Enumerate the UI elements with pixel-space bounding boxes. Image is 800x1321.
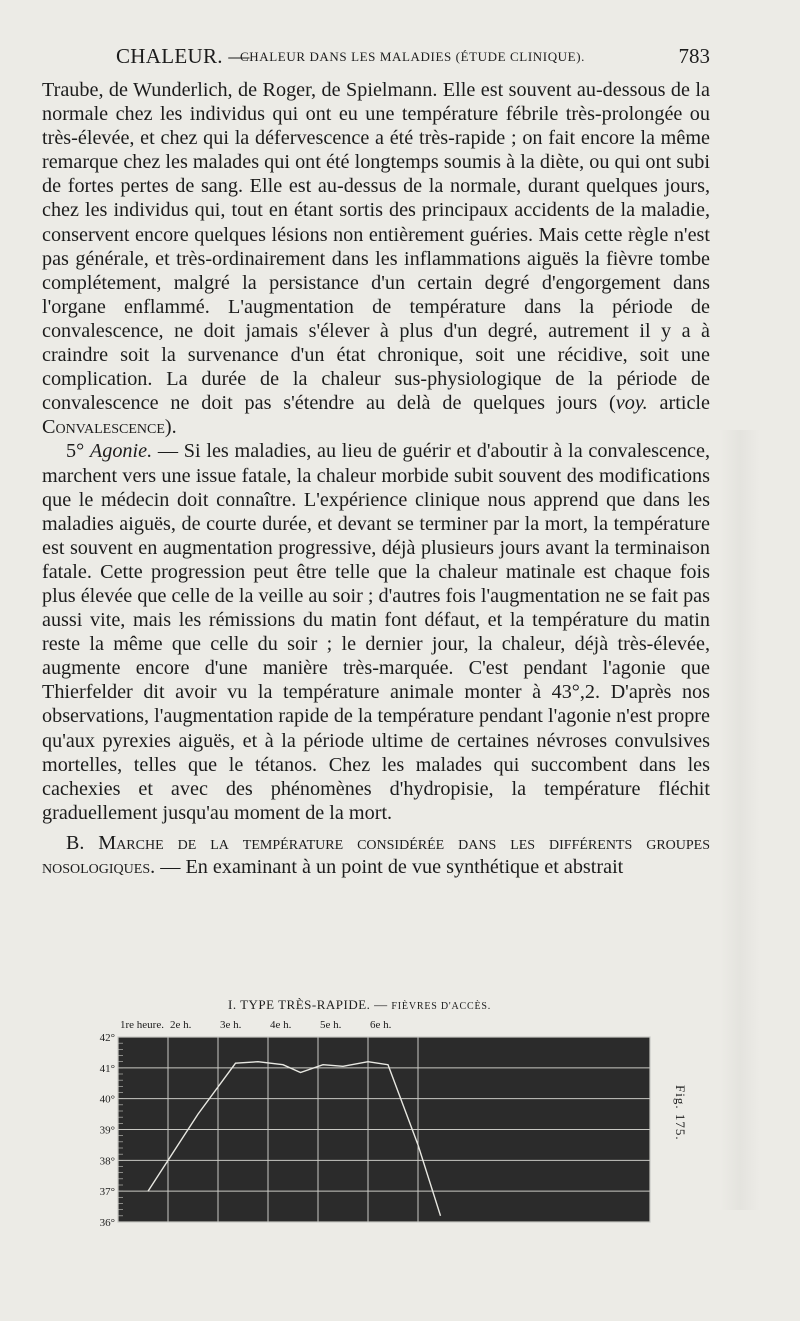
paragraph-agonie: 5° Agonie. — Si les maladies, au lieu de guérir et d'aboutir à la convalescence, marchent vers une issue fatale, la chaleur morbide subit souvent des modifications que le médecin doit connaître. L'expérience clinique nous apprend que dans les maladies aiguës, de courte durée, et devant se terminer par la mort, la température est souvent en augmentation progressive, déjà plusieurs jours avant la terminaison fatale. Cette progression peut être telle que la chaleur matinale est chaque fois plus élevée que celle de la veille au soir ; d'autres fois l'augmentation ne se fait pas aussi vite, mais les rémissions du matin font défaut, et la température du matin reste la même que celle du soir ; le dernier jour, la chaleur, déjà très-élevée, augmente encore d'une manière très-marquée. C'est pendant l'agonie que Thierfelder dit avoir vu la température animale monter à 43°,2. D'après nos observations, l'augmentation rapide de la température pendant l'agonie n'est propre qu'aux pyrexies aiguës, et à la période ultime de certaines névroses convulsives mortelles, telles que le tétanos. Chez les malades qui succombent dans les cachexies et avec des phénomènes d'hydropisie, la température fléchit graduellement jusqu'au moment de la mort. bbox=[42, 440, 711, 824]
y-tick-label: 37° bbox=[99, 1186, 115, 1199]
x-tick-label: 6e h. bbox=[370, 1019, 392, 1031]
section-heading-marche: Marche de la température considérée dans les différents groupes nosologiques. bbox=[42, 831, 710, 878]
temperature-chart bbox=[90, 1032, 660, 1232]
x-tick-label: 3e h. bbox=[220, 1019, 242, 1031]
y-tick-label: 40° bbox=[99, 1093, 115, 1106]
y-tick-label: 39° bbox=[99, 1124, 115, 1137]
x-tick-labels bbox=[118, 1019, 678, 1033]
chart-svg bbox=[90, 1032, 660, 1232]
page-bleed bbox=[720, 430, 760, 1210]
y-tick-label: 36° bbox=[99, 1217, 115, 1229]
y-tick-label: 41° bbox=[99, 1062, 115, 1075]
paragraph-marche: B. Marche de la température considérée dans les différents groupes nosologiques. — En examinant à un point de vue synthétique et abstrait bbox=[42, 831, 710, 878]
x-tick-label: 2e h. bbox=[170, 1019, 192, 1031]
body-text bbox=[42, 78, 710, 879]
running-header bbox=[40, 44, 710, 74]
figure-title: I. TYPE TRÈS-RAPIDE. — FIÈVRES D'ACCÈS. bbox=[228, 997, 492, 1012]
x-tick-label: 1re heure. bbox=[120, 1019, 164, 1031]
page-number: 783 bbox=[678, 44, 710, 68]
y-tick-label: 42° bbox=[99, 1032, 115, 1044]
y-tick-label: 38° bbox=[99, 1155, 115, 1168]
header-title: CHALEUR. — bbox=[116, 44, 250, 68]
x-tick-label: 5e h. bbox=[320, 1019, 342, 1031]
cross-reference: Convalescence bbox=[42, 416, 165, 439]
header-subtitle: CHALEUR DANS LES MALADIES (ÉTUDE CLINIQUE). bbox=[240, 49, 585, 64]
section-title-agonie: Agonie. bbox=[89, 440, 153, 463]
paragraph-convalescence: Traube, de Wunderlich, de Roger, de Spielmann. Elle est souvent au-dessous de la normale chez les individus qui ont eu une température fébrile très-prolongée ou très-élevée, et chez qui la défervescence a été très-rapide ; on fait encore la même remarque chez les malades qui ont été longtemps soumis à la diète, ou qui ont subi de fortes pertes de sang. Elle est au-dessus de la normale, durant quelques jours, chez les individus qui, tout en étant sortis des principaux accidents de la maladie, conservent encore quelques lésions non entièrement guéries. Mais cette règle n'est pas générale, et très-ordinairement dans les inflammations aiguës la fièvre tombe complétement, malgré la persistance d'un certain degré d'engorgement dans l'organe enflammé. L'augmentation de température dans la période de convalescence, ne doit jamais s'élever à plus d'un degré, autrement il y a à craindre soit la survenance d'un état chronique, soit une récidive, soit une complication. La durée de la chaleur sus-physiologique de la période de convalescence ne doit pas s'étendre au delà de quelques jours (voy. article Convalescence). bbox=[42, 79, 710, 439]
figure-label: Fig. 175. bbox=[673, 1085, 688, 1141]
x-tick-label: 4e h. bbox=[270, 1019, 292, 1031]
